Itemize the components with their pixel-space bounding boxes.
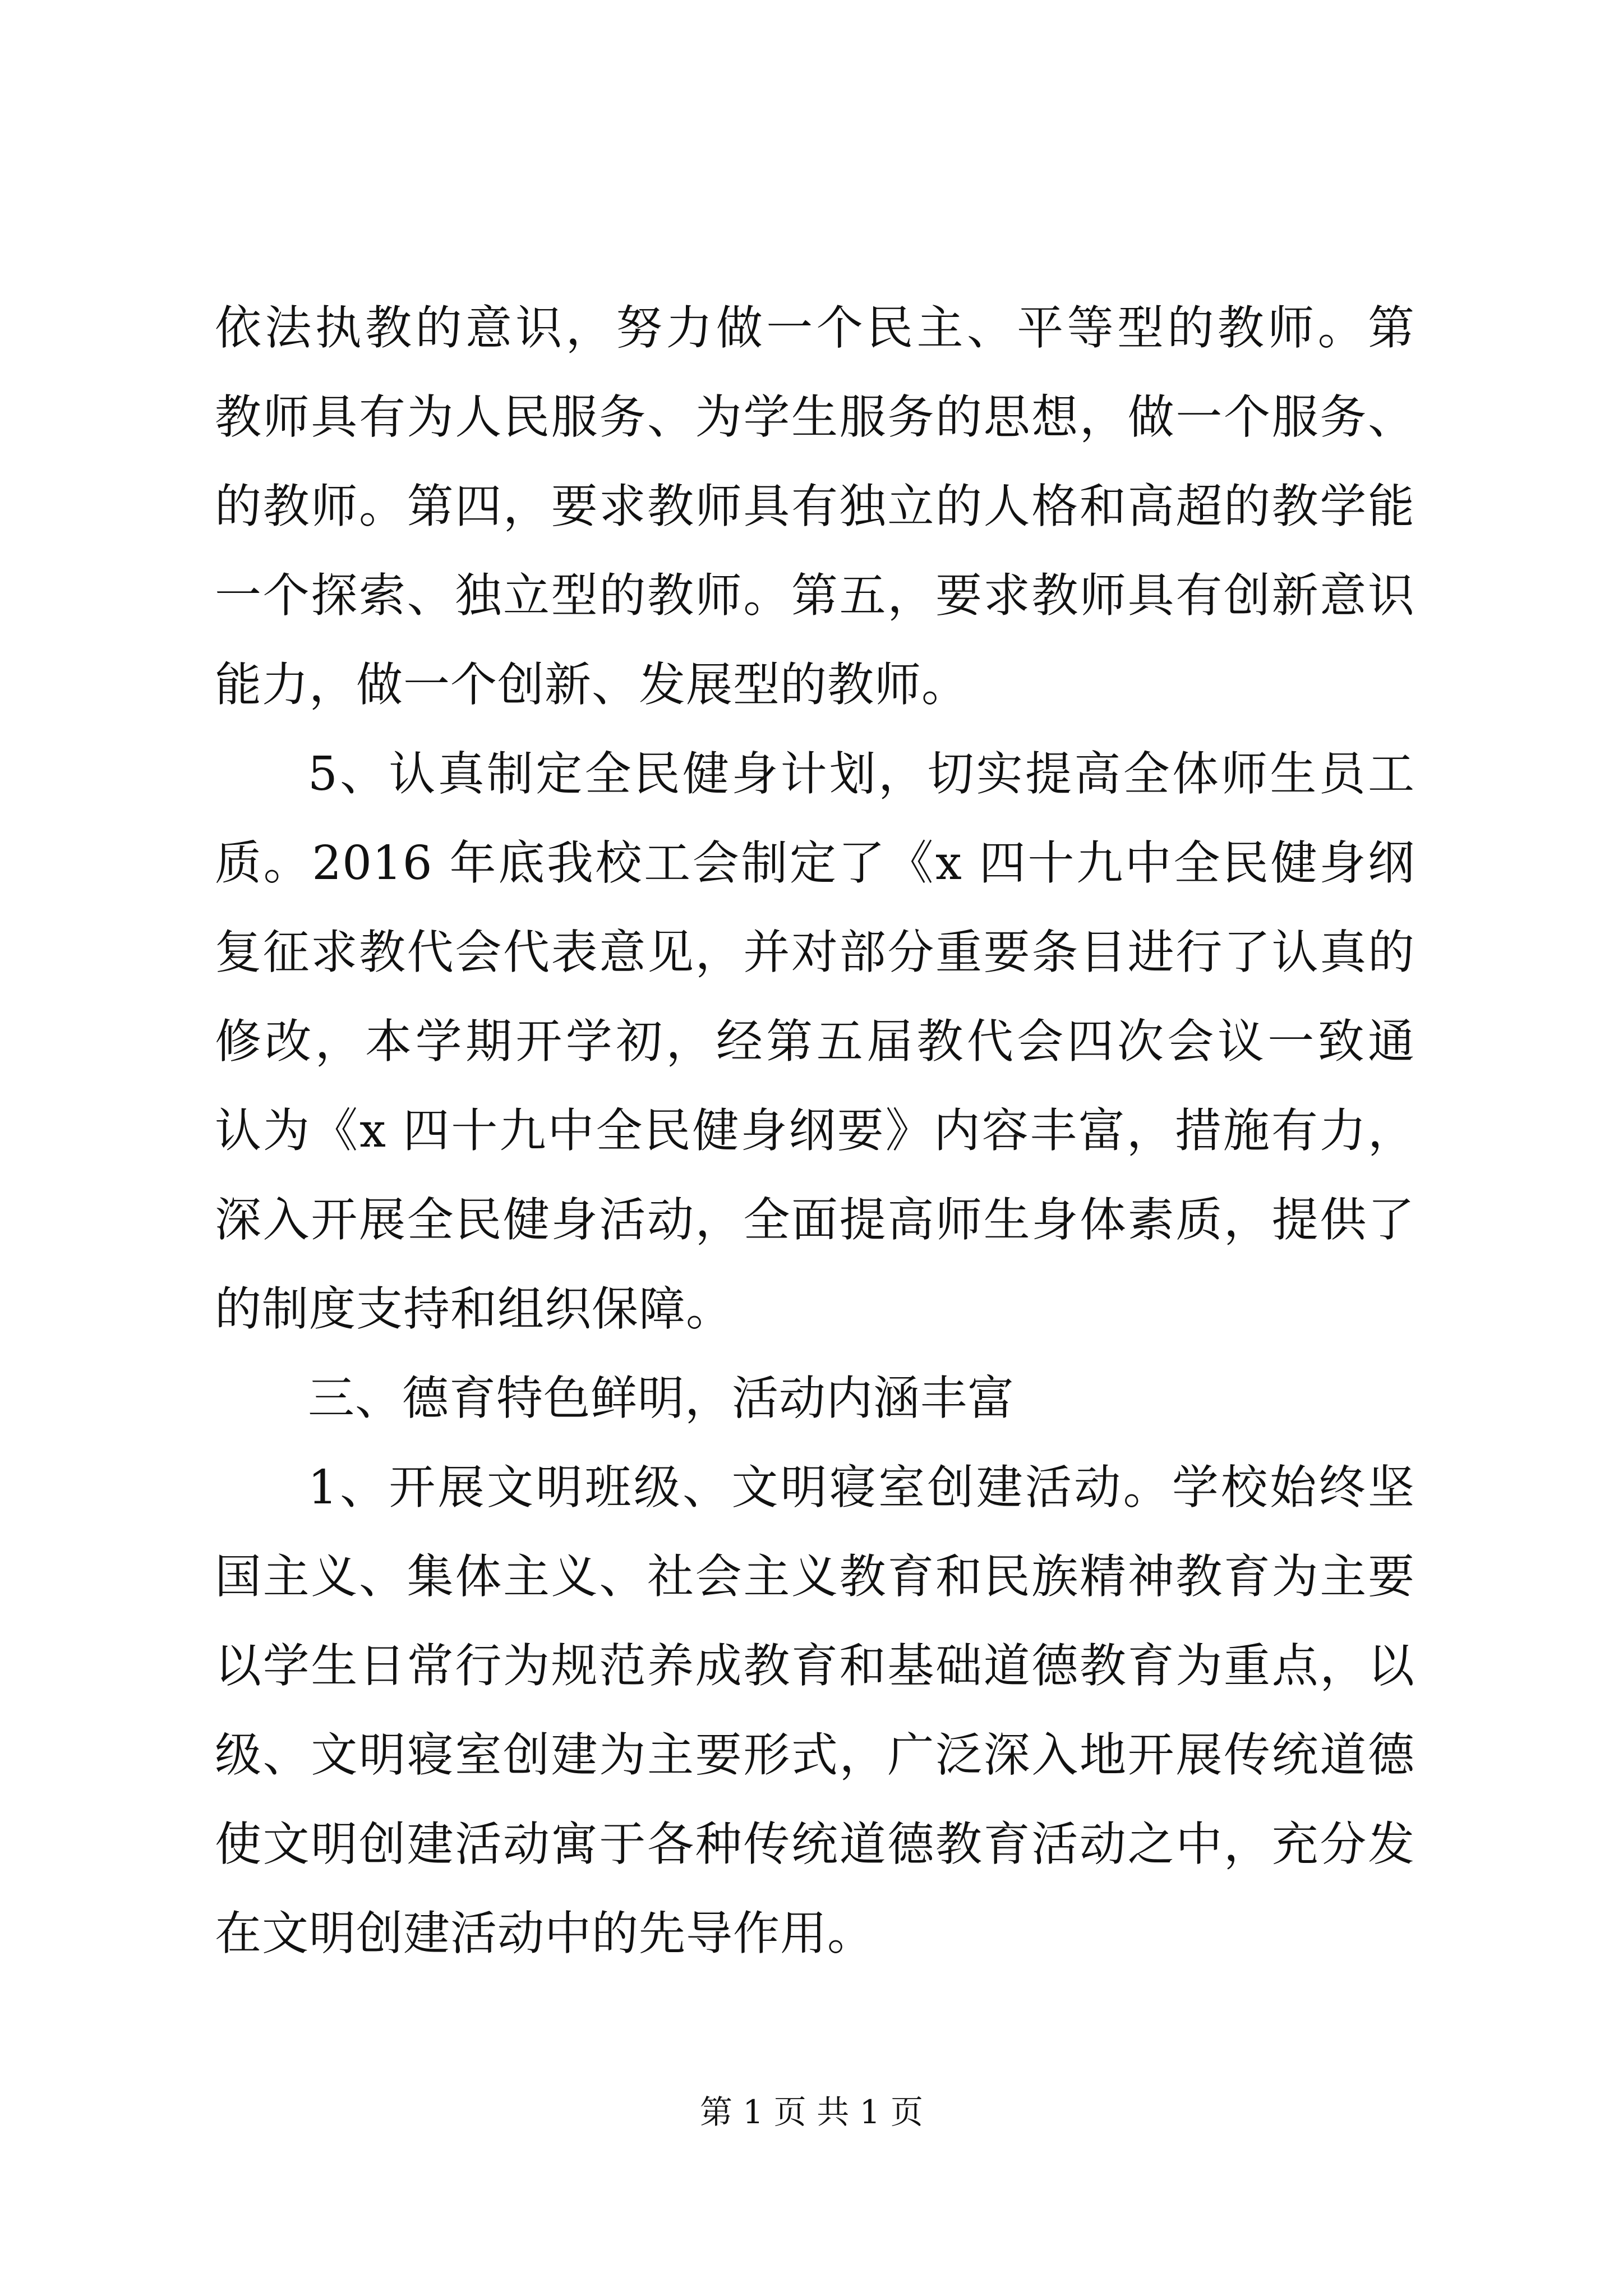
text-line: 能力，做一个创新、发展型的教师。 <box>215 657 969 712</box>
text-line: 在文明创建活动中的先导作用。 <box>215 1906 874 1961</box>
text-line: 级、文明寝室创建为主要形式，广泛深入地开展传统道德 <box>215 1728 1415 1782</box>
text-line: 深入开展全民健身活动，全面提高师生身体素质，提供了 <box>215 1193 1415 1247</box>
page-footer: 第 1 页 共 1 页 <box>700 2093 923 2131</box>
text-line: 质。2016 年底我校工会制定了《x 四十九中全民健身纲 <box>215 836 1415 890</box>
text-line: 认为《x 四十九中全民健身纲要》内容丰富，措施有力， <box>215 1103 1415 1158</box>
text-line: 复征求教代会代表意见，并对部分重要条目进行了认真的 <box>215 925 1415 979</box>
text-line: 使文明创建活动寓于各种传统道德教育活动之中，充分发 <box>215 1817 1415 1871</box>
paragraph-start-line: 1、开展文明班级、文明寝室创建活动。学校始终坚 <box>308 1460 1415 1515</box>
text-line: 以学生日常行为规范养成教育和基础道德教育为重点，以 <box>215 1639 1415 1693</box>
text-line: 教师具有为人民服务、为学生服务的思想，做一个服务、 <box>215 390 1415 444</box>
text-line: 一个探索、独立型的教师。第五，要求教师具有创新意识 <box>215 568 1415 623</box>
document-body <box>215 283 1415 1978</box>
paragraph-start-line: 5、认真制定全民健身计划，切实提高全体师生员工 <box>308 747 1415 801</box>
text-line: 修改，本学期开学初，经第五届教代会四次会议一致通 <box>215 1014 1415 1069</box>
text-line: 国主义、集体主义、社会主义教育和民族精神教育为主要 <box>215 1549 1415 1604</box>
text-line: 的制度支持和组织保障。 <box>215 1282 733 1336</box>
text-line: 依法执教的意识，努力做一个民主、平等型的教师。第 <box>215 301 1415 355</box>
text-line: 的教师。第四，要求教师具有独立的人格和高超的教学能 <box>215 479 1415 533</box>
section-heading: 三、德育特色鲜明，活动内涵丰富 <box>308 1371 1015 1425</box>
